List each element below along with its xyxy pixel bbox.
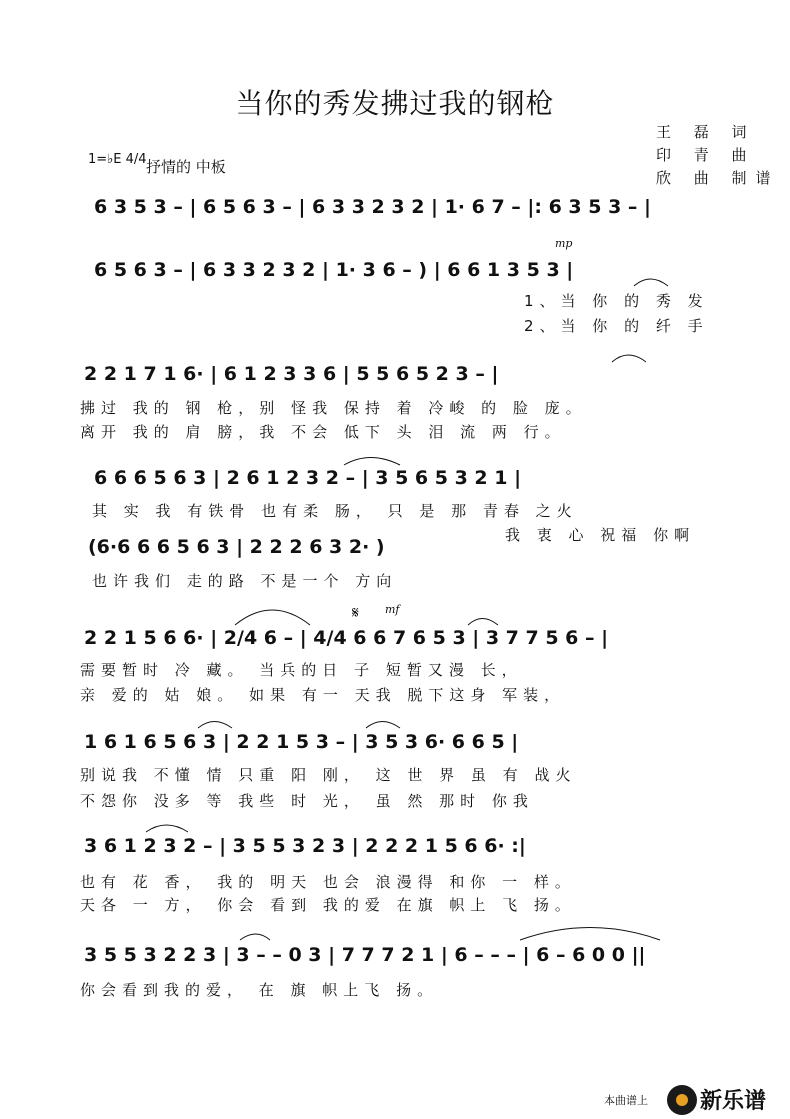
notation-line-4-alt: (6·6 6 6 5 6 3 | 2 2 2 6 3 2· ) [88,536,385,558]
tie-mark [634,279,668,286]
lyric-line-2b: 2、当 你 的 纤 手 [524,317,709,335]
tie-mark [235,610,310,625]
notation-line-5: 2 2 1 5 6 6· | 2/4 6 – | 4/4 6 6 7 6 5 3 | 3 7 7 5 6 – | [84,627,609,649]
lyric-line-8a: 你会看到我的爱， 在 旗 帜上飞 扬。 [80,981,439,999]
composer-credit: 印 青 曲 [656,146,756,164]
lyric-line-7a: 也有 花 香， 我的 明天 也会 浪漫得 和你 一 样。 [80,873,576,891]
lyric-line-7b: 天各 一 方， 你会 看到 我的爱 在旗 帜上 飞 扬。 [80,896,576,914]
transcriber-credit: 欣 曲 制谱 [656,169,780,187]
tie-mark [240,934,270,940]
footer-source: 本曲谱上 [604,1094,648,1107]
tie-mark [366,722,400,729]
tie-mark [146,825,188,832]
notation-line-4: 6 6 6 5 6 3 | 2 6 1 2 3 2 – | 3 5 6 5 3 2 1 | [94,467,522,489]
lyric-line-6b: 不怨你 没多 等 我些 时 光， 虽 然 那时 你我 [80,792,534,810]
segno-icon: 𝄋 [352,603,359,622]
lyric-line-6a: 别说我 不懂 情 只重 阳 刚， 这 世 界 虽 有 战火 [80,766,577,784]
lyric-line-3b: 离开 我的 肩 膀，我 不会 低下 头 泪 流 两 行。 [80,423,566,441]
dynamic-mp: mp [555,237,573,250]
notation-line-7: 3 6 1 2 3 2 – | 3 5 5 3 2 3 | 2 2 2 1 5 6 6· :| [84,835,526,857]
lyricist-credit: 王 磊 词 [656,123,756,141]
song-title: 当你的秀发拂过我的钢枪 [235,87,555,120]
notation-line-6: 1 6 1 6 5 6 3 | 2 2 1 5 3 – | 3 5 3 6· 6 6 5 | [84,731,519,753]
key-signature: 1=♭E 4/4 [88,152,147,167]
lyric-line-5b: 亲 爱的 姑 娘。 如果 有一 天我 脱下这身 军装， [80,686,566,704]
dynamic-mf: mf [385,603,400,616]
tie-mark [612,355,646,362]
notation-line-1: 6 3 5 3 – | 6 5 6 3 – | 6 3 3 2 3 2 | 1· 6 7 – |: 6 3 5 3 – | [94,196,651,218]
lyric-line-4a: 其 实 我 有铁骨 也有柔 肠， 只 是 那 青春 之火 [92,502,578,520]
lyric-line-2a: 1、当 你 的 秀 发 [524,292,709,310]
tempo-marking: 抒情的 中板 [146,158,226,176]
notation-line-8: 3 5 5 3 2 2 3 | 3 – – 0 3 | 7 7 7 2 1 | 6 – – – | 6 – 6 0 0 || [84,944,646,966]
notation-line-3: 2 2 1 7 1 6· | 6 1 2 3 3 6 | 5 5 6 5 2 3 – | [84,363,499,385]
lyric-line-5a: 需要暂时 冷 藏。 当兵的日 子 短暂又漫 长， [80,661,523,679]
tie-mark [520,928,660,941]
lyric-line-3a: 拂过 我的 钢 枪，别 怪我 保持 着 冷峻 的 脸 庞。 [80,399,587,417]
tie-mark [468,619,498,626]
lyric-line-4b: 我 衷 心 祝福 你啊 [505,526,696,544]
lyric-line-4c: 也许我们 走的路 不是一个 方向 [92,572,398,590]
tie-mark [344,458,400,466]
brand-name: 新乐谱 [700,1089,767,1114]
notation-line-2: 6 5 6 3 – | 6 3 3 2 3 2 | 1· 3 6 – ) | 6 6 1 3 5 3 | [94,259,574,281]
tie-mark [198,722,232,729]
vinyl-logo-icon [667,1085,697,1115]
